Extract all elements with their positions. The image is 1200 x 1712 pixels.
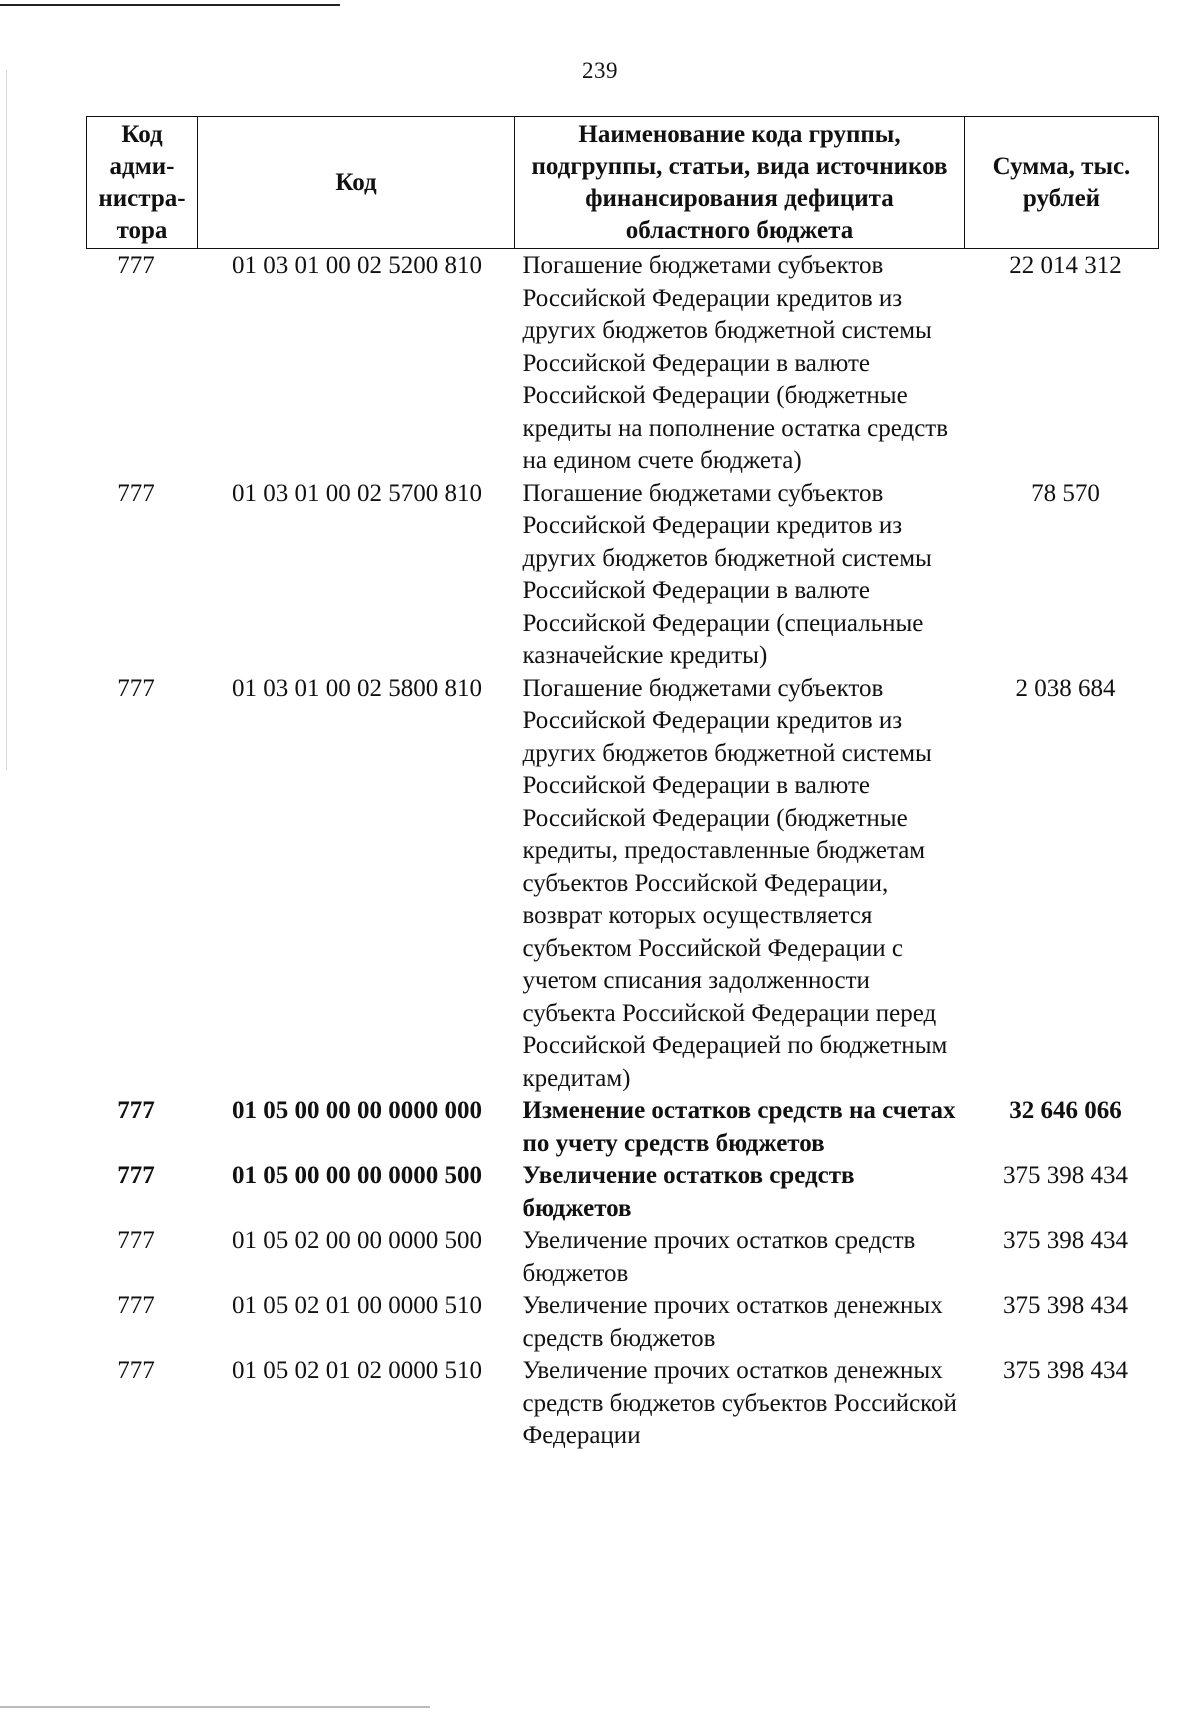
- cell-sum: 2 038 684: [1015, 674, 1116, 702]
- cell-admin: 777: [117, 479, 155, 507]
- table-row: [87, 478, 1159, 673]
- table-row: [87, 1225, 1159, 1290]
- header-code: Код: [198, 117, 515, 249]
- cell-sum: 78 570: [1031, 479, 1100, 507]
- cell-name: Погашение бюджетами субъектов Российской Федерации кредитов из других бюджетов бюджетной системы Российской Федерации в валюте Российской Федерации (специальные казначейские кредиты): [522, 479, 932, 669]
- cell-sum: 375 398 434: [1003, 1292, 1128, 1319]
- cell-code: 01 03 01 00 02 5200 810: [232, 252, 482, 279]
- cell-code: 01 05 00 00 00 0000 000: [232, 1097, 482, 1124]
- cell-code: 01 03 01 00 02 5800 810: [232, 674, 482, 702]
- budget-sources-table: [86, 116, 1159, 1453]
- cell-name: Увеличение прочих остатков денежных средств бюджетов субъектов Российской Федерации: [522, 1357, 957, 1449]
- cell-code: 01 03 01 00 02 5700 810: [232, 479, 482, 507]
- header-name: Наименование кода группы, подгруппы, статьи, вида источников финансирования дефицита областного бюджета: [515, 117, 965, 249]
- scan-edge-left: [6, 70, 7, 770]
- cell-name: Изменение остатков средств на счетах по учету средств бюджетов: [522, 1097, 956, 1157]
- cell-code: 01 05 02 01 02 0000 510: [232, 1357, 482, 1384]
- cell-admin: 777: [117, 1097, 155, 1124]
- cell-sum: 375 398 434: [1003, 1162, 1128, 1189]
- cell-sum: 375 398 434: [1003, 1227, 1128, 1254]
- cell-sum: 375 398 434: [1003, 1357, 1128, 1384]
- cell-name: Погашение бюджетами субъектов Российской Федерации кредитов из других бюджетов бюджетной системы Российской Федерации в валюте Российской Федерации (бюджетные кредиты на пополнение остатка средств на едином счете бюджета): [522, 252, 949, 474]
- scan-edge-bottom: [0, 1706, 430, 1708]
- header-sum: Сумма, тыс. рублей: [965, 117, 1159, 249]
- cell-name: Увеличение прочих остатков средств бюджетов: [522, 1227, 916, 1287]
- table-header: [87, 117, 1159, 249]
- table-row: [87, 1290, 1159, 1355]
- table-row: [87, 1355, 1159, 1453]
- table-row: [87, 1095, 1159, 1160]
- scan-edge-top: [0, 4, 340, 6]
- cell-name: Погашение бюджетами субъектов Российской Федерации кредитов из других бюджетов бюджетной системы Российской Федерации в валюте Российской Федерации (бюджетные кредиты, предоставленные бюджетам субъектов Российской Федерации, возврат которых осуществляется субъектом Российской Федерации с учетом списания задолженности субъекта Российской Федерации перед Российской Федерацией по бюджетным кредитам): [522, 674, 948, 1092]
- table-row: [87, 249, 1159, 478]
- cell-sum: 22 014 312: [1009, 252, 1122, 279]
- cell-code: 01 05 02 01 00 0000 510: [232, 1292, 482, 1319]
- cell-name: Увеличение прочих остатков денежных средств бюджетов: [522, 1292, 943, 1352]
- header-admin-code: Код адми-нистра-тора: [87, 117, 198, 249]
- cell-sum: 32 646 066: [1009, 1097, 1122, 1124]
- page-number: 239: [582, 58, 618, 83]
- cell-admin: 777: [117, 252, 155, 279]
- cell-name: Увеличение остатков средств бюджетов: [522, 1162, 855, 1222]
- cell-code: 01 05 02 00 00 0000 500: [232, 1227, 482, 1254]
- table-row: [87, 673, 1159, 1096]
- table-row: [87, 1160, 1159, 1225]
- cell-admin: 777: [117, 1162, 155, 1189]
- header-row: [87, 117, 1159, 249]
- cell-admin: 777: [117, 1227, 155, 1254]
- cell-code: 01 05 00 00 00 0000 500: [232, 1162, 482, 1189]
- table-body: [87, 249, 1159, 1453]
- cell-admin: 777: [117, 1357, 155, 1384]
- cell-admin: 777: [117, 674, 155, 702]
- cell-admin: 777: [117, 1292, 155, 1319]
